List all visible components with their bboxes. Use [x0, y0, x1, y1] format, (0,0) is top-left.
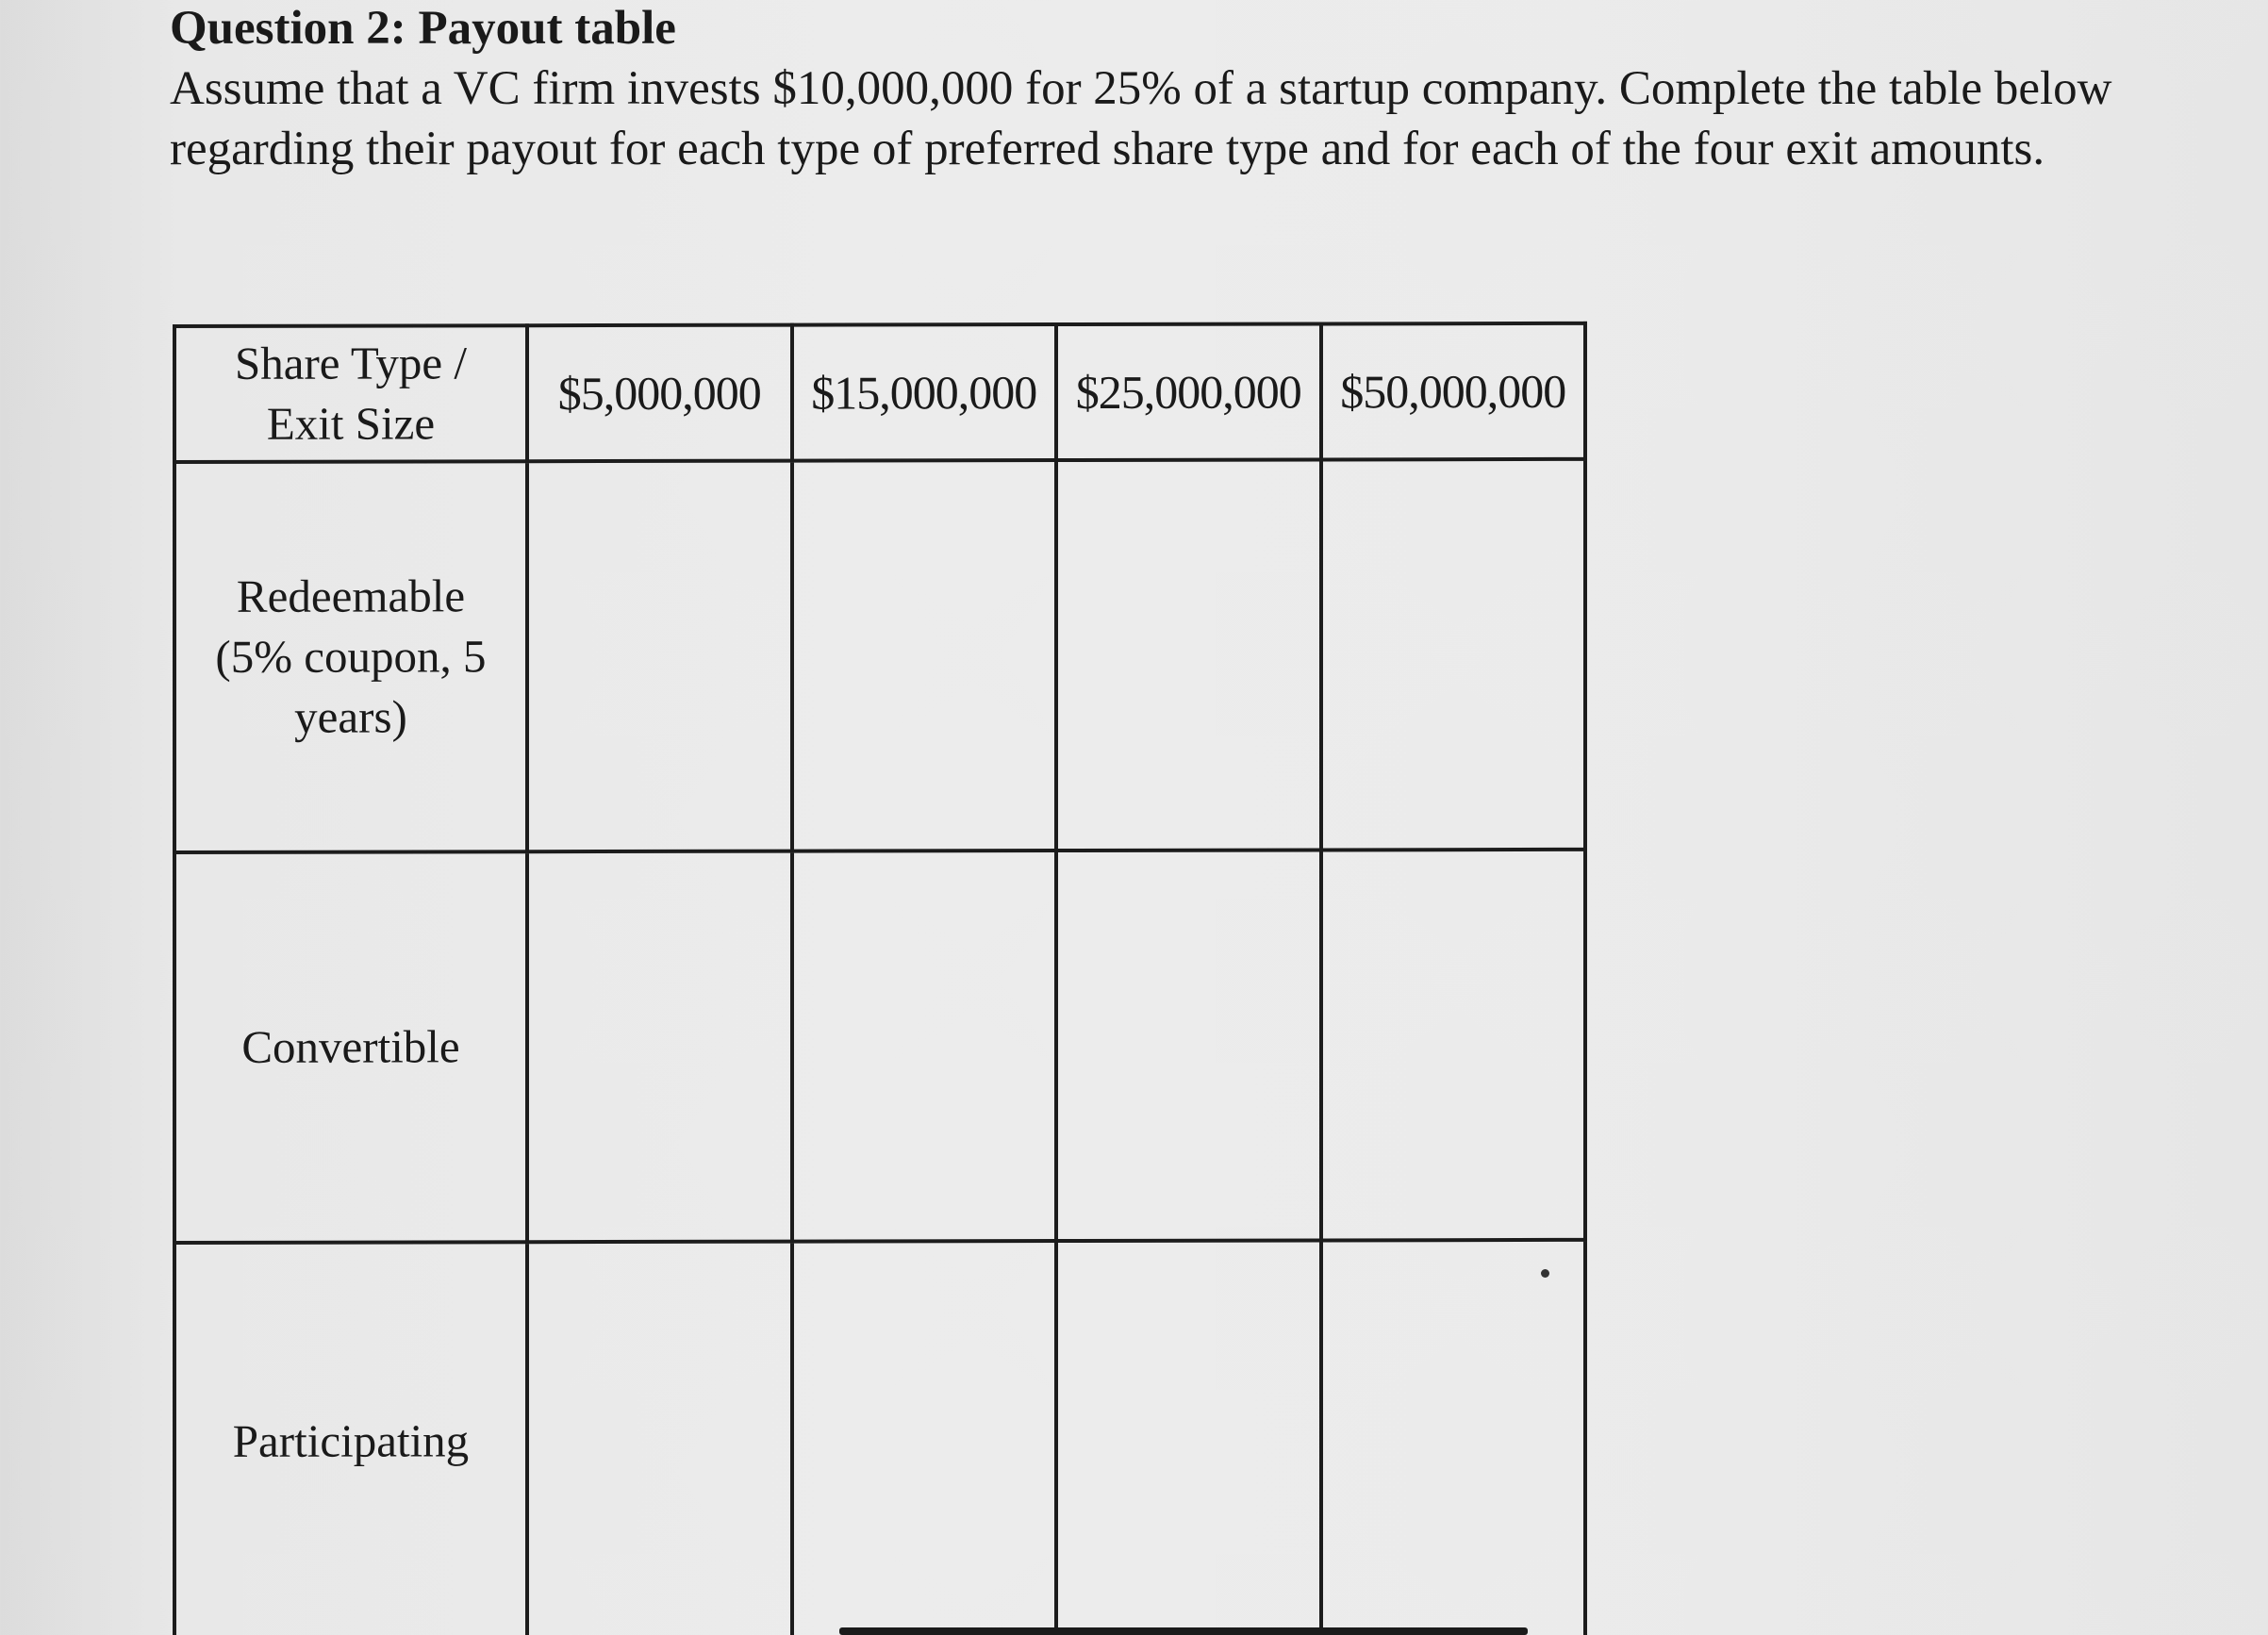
payout-answer-cell[interactable]: [1321, 459, 1586, 851]
payout-answer-cell[interactable]: [527, 851, 792, 1243]
table-row-convertible: [174, 850, 1585, 1243]
payout-answer-cell[interactable]: [527, 461, 792, 852]
payout-answer-cell[interactable]: [792, 1241, 1057, 1635]
payout-answer-cell[interactable]: [1321, 850, 1586, 1241]
corner-header-label: Share Type / Exit Size: [234, 337, 468, 450]
row-label: Convertible: [241, 1020, 460, 1073]
payout-answer-cell[interactable]: [1321, 1240, 1586, 1635]
question-title: Question 2: Payout table: [170, 2, 676, 55]
exit-size-header: $50,000,000: [1321, 323, 1586, 460]
payout-answer-cell[interactable]: [1056, 850, 1321, 1241]
payout-answer-cell[interactable]: [1056, 459, 1321, 851]
row-label-cell: [174, 461, 527, 852]
table-header-row: [174, 323, 1585, 462]
row-label-cell: [174, 1242, 527, 1635]
exit-size-header: $5,000,000: [527, 325, 792, 462]
question-prompt: Assume that a VC firm invests $10,000,000 for 25% of a startup company. Complete the table below regarding their payout for each type of preferred share type and for each of the four exit amounts.: [170, 62, 2112, 175]
payout-answer-cell[interactable]: [527, 1242, 792, 1635]
exit-size-header: $25,000,000: [1056, 323, 1321, 460]
bottom-edge-bar: [839, 1627, 1528, 1635]
row-label-cell: [174, 851, 527, 1243]
exit-size-header: $15,000,000: [792, 324, 1057, 461]
payout-table: [173, 322, 1587, 1635]
corner-header-cell: [174, 325, 527, 462]
table-row-redeemable: [174, 459, 1585, 852]
payout-answer-cell[interactable]: [1056, 1240, 1321, 1635]
table-row-participating: [174, 1240, 1585, 1635]
payout-answer-cell[interactable]: [792, 851, 1057, 1242]
row-label: Participating: [232, 1414, 470, 1467]
row-label: Redeemable (5% coupon, 5 years): [215, 570, 487, 743]
payout-answer-cell[interactable]: [792, 460, 1057, 851]
stray-dot-mark: [1541, 1269, 1549, 1278]
